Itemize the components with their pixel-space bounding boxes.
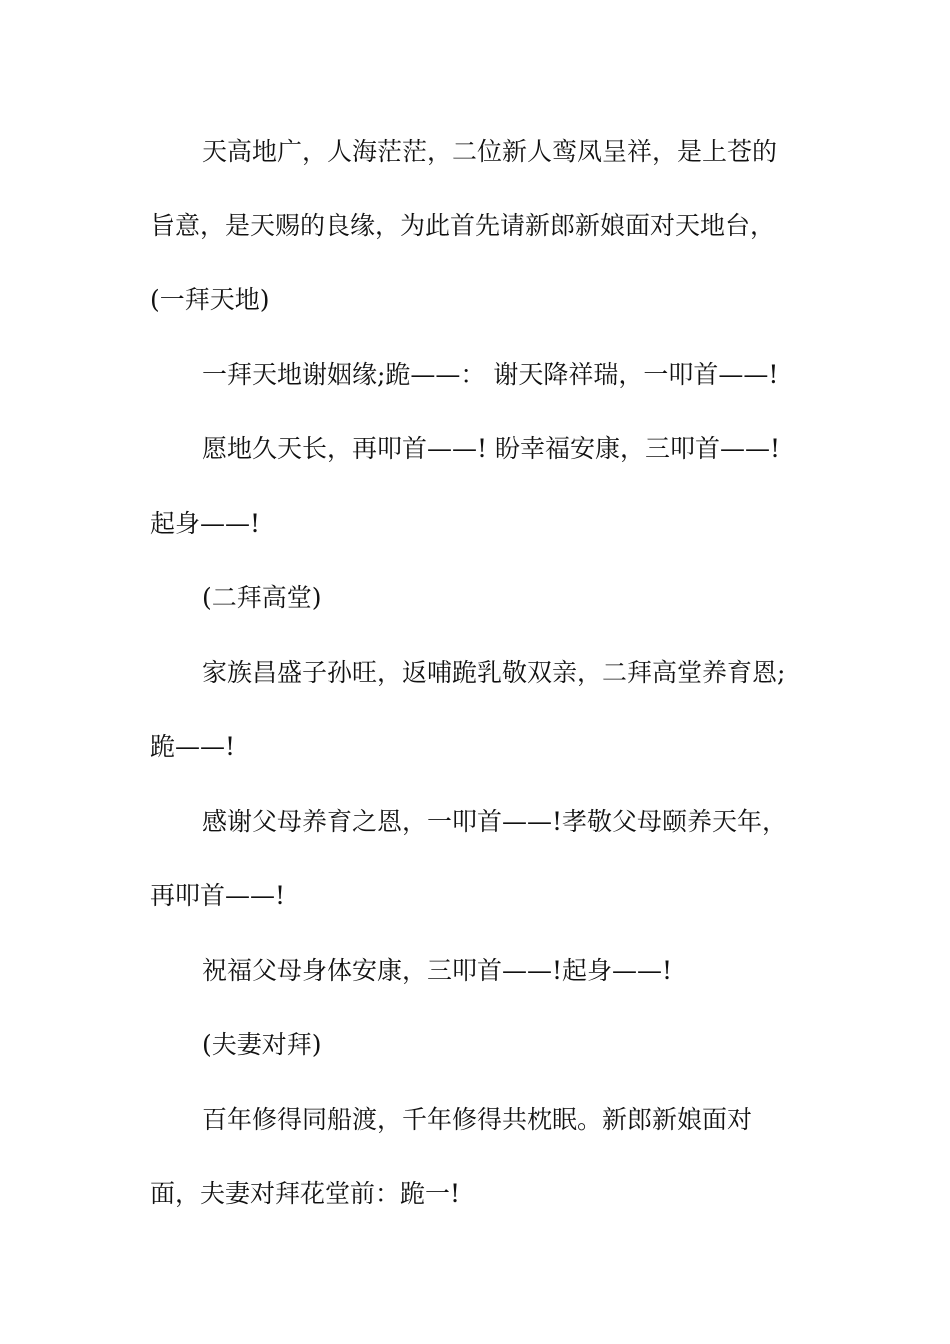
paragraph-line: 面，夫妻对拜花堂前：跪一!	[150, 1179, 461, 1208]
section-heading-line: (夫妻对拜)	[202, 1030, 322, 1059]
paragraph-line: 天高地广，人海茫茫，二位新人鸾凤呈祥，是上苍的	[202, 137, 778, 166]
paragraph-line: 起身——!	[150, 509, 261, 538]
section-heading-line: (一拜天地)	[150, 285, 270, 314]
paragraph-line: 跪——!	[150, 732, 236, 761]
paragraph-line: 感谢父母养育之恩，一叩首——!孝敬父母颐养天年，	[202, 807, 788, 836]
paragraph-line: 百年修得同船渡，千年修得共枕眠。新郎新娘面对	[202, 1105, 753, 1134]
paragraph-line: 一拜天地谢姻缘;跪——： 谢天降祥瑞，一叩首——!	[202, 360, 779, 389]
paragraph-line: 愿地久天长，再叩首——! 盼幸福安康，三叩首——!	[202, 434, 781, 463]
paragraph-line: 家族昌盛子孙旺，返哺跪乳敬双亲，二拜高堂养育恩;	[202, 658, 786, 687]
paragraph-line: 祝福父母身体安康，三叩首——!起身——!	[202, 956, 673, 985]
section-heading-line: (二拜高堂)	[202, 583, 322, 612]
paragraph-line: 旨意，是天赐的良缘，为此首先请新郎新娘面对天地台，	[150, 211, 776, 240]
paragraph-line: 再叩首——!	[150, 881, 286, 910]
